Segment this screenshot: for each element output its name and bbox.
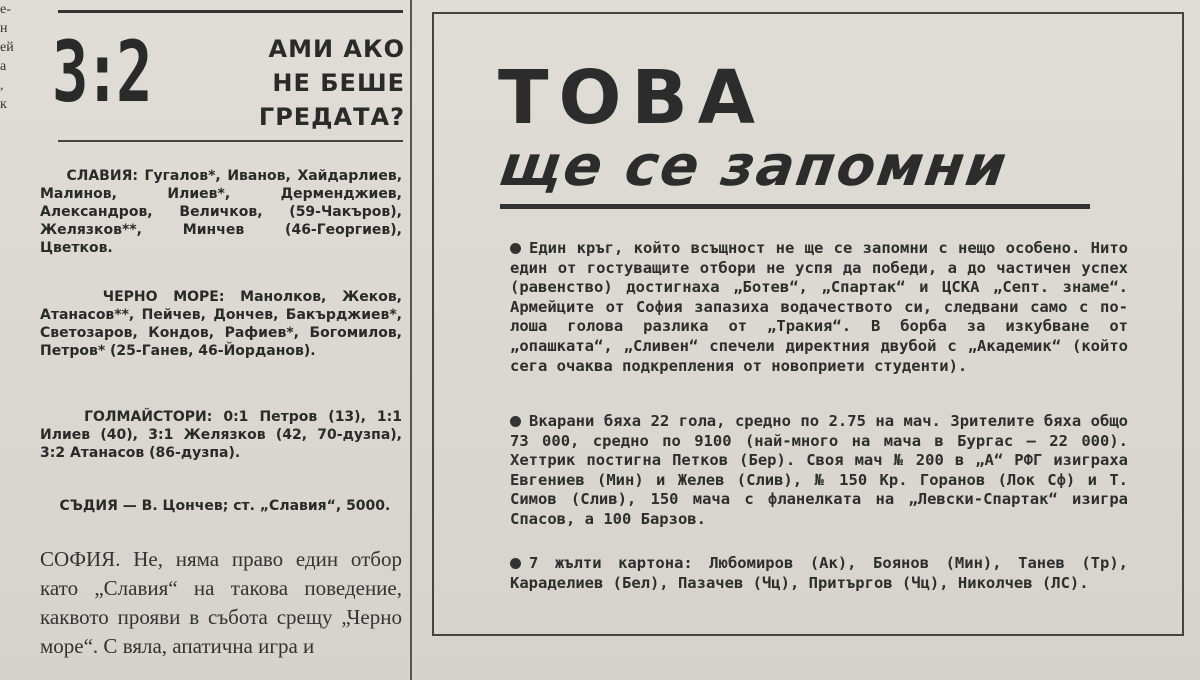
margin-fragment: к — [0, 97, 7, 112]
margin-fragment: н — [0, 21, 8, 36]
lineup-text: Гугалов*, Иванов, Хайдарлиев, Малинов, Илиев*, Дерменджиев, Александров, Величков, (59-Чакъров), Желязков**, Минчев (46-Георгиев), Цветков. — [40, 168, 403, 256]
referee — [40, 497, 402, 515]
headline-rule — [58, 140, 403, 142]
headline-line: НЕ БЕШЕ — [272, 69, 405, 97]
article-body: СОФИЯ. Не, няма право един отбор като „Славия“ на такова поведение, каквото прояви в събота срещу „Черно море“. С вяла, апатична игра и — [40, 547, 402, 658]
box-subtitle: ще се запомни — [495, 134, 1012, 199]
lineup-text: — В. Цончев; ст. „Славия“, 5000. — [117, 498, 391, 514]
lineup-label: ГОЛМАЙСТОРИ: — [84, 409, 213, 425]
title-rule — [500, 204, 1090, 209]
margin-fragment: , — [0, 78, 4, 93]
top-rule — [58, 10, 403, 13]
article-headline — [245, 32, 405, 134]
lineup-cherno-more — [40, 288, 402, 360]
margin-fragment: е- — [0, 2, 11, 17]
headline-line: ГРЕДАТА? — [258, 103, 405, 131]
lineup-text: Манолков, Жеков, Атанасов**, Пейчев, Дончев, Бакърджиев*, Светозаров, Кондов, Рафиев*, Богомилов, Петров* (25-Ганев, 46-Йорданов). — [40, 289, 402, 359]
column-divider — [410, 0, 412, 680]
summary-item-text: 7 жълти картона: Любомиров (Ак), Боянов (Мин), Танев (Тр), Караделиев (Бел), Пазачев (Чц), Притъргов (Чц), Николчев (ЛС). — [510, 554, 1128, 592]
bullet-icon — [510, 416, 521, 427]
headline-line: АМИ АКО — [268, 35, 405, 63]
lineup-label: ЧЕРНО МОРЕ: — [102, 289, 225, 305]
lineup-label: СЛАВИЯ: — [66, 168, 138, 184]
summary-item — [510, 239, 1128, 376]
left-margin-fragments — [0, 0, 22, 160]
margin-fragment: а — [0, 59, 7, 74]
bullet-icon — [510, 243, 521, 254]
match-report-article — [30, 10, 405, 678]
summary-item-text: Вкарани бяха 22 гола, средно по 2.75 на мач. Зрителите бяха общо 73 000, средно по 9100 (най-много на мача в Бургас — 22 000). Хеттрик постигна Петков (Бер). Своя мач № 200 в „А“ РФГ изиграха Евгениев (Мин) и Желев (Слив), № 150 Кр. Горанов (Лок Сф) и Т. Симов (Слив), 150 мача с фланелката на „Левски-Спартак“ изигра Спасов, а 100 Барзов. — [510, 412, 1128, 528]
goalscorers — [40, 408, 402, 462]
summary-item-text: Един кръг, който всъщност не ще се запомни с нещо особено. Нито един от гостуващите отбори не успя да победи, а до частичен успех (равенство) достигнаха „Ботев“, „Спартак“ и ЦСКА „Септ. знаме“. Армейците от София запазиха водачеството си, следвани само с по-лоша голова разлика от „Тракия“. В борба за изкубване от „опашката“, „Сливен“ спечели директния двубой с „Академик“ (който сега очаква подкрепления от новоприети студенти). — [510, 239, 1128, 375]
lineup-slavia — [40, 167, 402, 257]
bullet-icon — [510, 558, 521, 569]
summary-item — [510, 412, 1128, 530]
margin-fragment: ей — [0, 40, 14, 55]
lineup-text: 0:1 Петров (13), 1:1 Илиев (40), 3:1 Желязков (42, 70-дузпа), 3:2 Атанасов (86-дузпа). — [40, 409, 402, 461]
match-score: 3:2 — [52, 23, 149, 121]
box-title: ТОВА — [498, 55, 766, 141]
summary-item — [510, 554, 1128, 593]
round-summary-box — [432, 12, 1184, 636]
lineup-label: СЪДИЯ — [59, 498, 118, 514]
